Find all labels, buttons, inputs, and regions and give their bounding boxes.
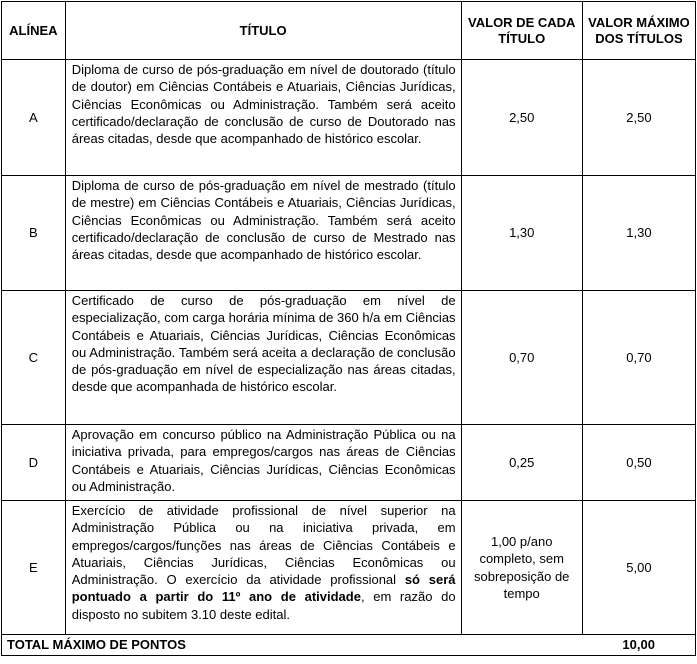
valor-maximo-cell: 0,50: [582, 425, 695, 501]
header-titulo: TÍTULO: [65, 2, 461, 60]
titulo-text-part1: Exercício de atividade profissional de nível superior na Administração Pública ou na iniciativa privada, em empregos/cargos/funções nas áreas de Ciências Contábeis e Atuariais, Ciências Jurídicas, Ciências Econômicas ou Administração. O exercício da atividade profissional: [71, 503, 456, 588]
titles-table: [1, 1, 696, 656]
titulo-cell: Diploma de curso de pós-graduação em nível de mestrado (título de mestre) em Ciências Contábeis e Atuariais, Ciências Jurídicas, Ciências Econômicas ou Administração. Também será aceito certificado/declaração de conclusão de curso de Mestrado nas áreas citadas, desde que acompanhado de histórico escolar.: [65, 176, 461, 291]
valor-maximo-cell: 2,50: [582, 60, 695, 176]
alinea-cell: B: [2, 176, 66, 291]
table-row: [2, 291, 696, 425]
titulo-text-part2: , em razão do disposto no subitem 3.10 deste edital.: [71, 589, 456, 622]
valor-maximo-cell: 0,70: [582, 291, 695, 425]
alinea-cell: D: [2, 425, 66, 501]
table-row: [2, 501, 696, 635]
total-row: [2, 635, 696, 656]
header-row: [2, 2, 696, 60]
valor-maximo-cell: 5,00: [582, 501, 695, 635]
valor-maximo-cell: 1,30: [582, 176, 695, 291]
valor-cada-cell: 0,70: [461, 291, 582, 425]
valor-cada-cell: 1,00 p/ano completo, sem sobreposição de tempo: [461, 501, 582, 635]
valor-cada-cell: 0,25: [461, 425, 582, 501]
alinea-cell: C: [2, 291, 66, 425]
table-row: [2, 425, 696, 501]
titulo-cell: Certificado de curso de pós-graduação em nível de especialização, com carga horária mínima de 360 h/a em Ciências Contábeis e Atuariais, Ciências Jurídicas, Ciências Econômicas ou Administração. Também será aceita a declaração de conclusão de pós-graduação em nível de especialização nas áreas citadas, desde que acompanhada de histórico escolar.: [65, 291, 461, 425]
valor-cada-cell: 1,30: [461, 176, 582, 291]
table-row: [2, 176, 696, 291]
valor-cada-cell: 2,50: [461, 60, 582, 176]
header-alinea: ALÍNEA: [2, 2, 66, 60]
titulo-cell: Diploma de curso de pós-graduação em nível de doutorado (título de doutor) em Ciências Contábeis e Atuariais, Ciências Jurídicas, Ciências Econômicas ou Administração. Também será aceito certificado/declaração de conclusão de curso de Doutorado nas áreas citadas, desde que acompanhado de histórico escolar.: [65, 60, 461, 176]
titulo-cell: [65, 501, 461, 635]
alinea-cell: A: [2, 60, 66, 176]
total-value: 10,00: [582, 635, 695, 656]
titulo-text: [72, 502, 456, 623]
total-label: TOTAL MÁXIMO DE PONTOS: [2, 635, 583, 656]
header-valor-cada: VALOR DE CADA TÍTULO: [461, 2, 582, 60]
titulo-text-bold: só será pontuado a partir do 11º ano de atividade: [71, 572, 456, 605]
table-row: [2, 60, 696, 176]
header-valor-maximo: VALOR MÁXIMO DOS TÍTULOS: [582, 2, 695, 60]
titulo-cell: Aprovação em concurso público na Administração Pública ou na iniciativa privada, para empregos/cargos nas áreas de Ciências Contábeis e Atuariais, Ciências Jurídicas, Ciências Econômicas ou Administração.: [65, 425, 461, 501]
alinea-cell: E: [2, 501, 66, 635]
